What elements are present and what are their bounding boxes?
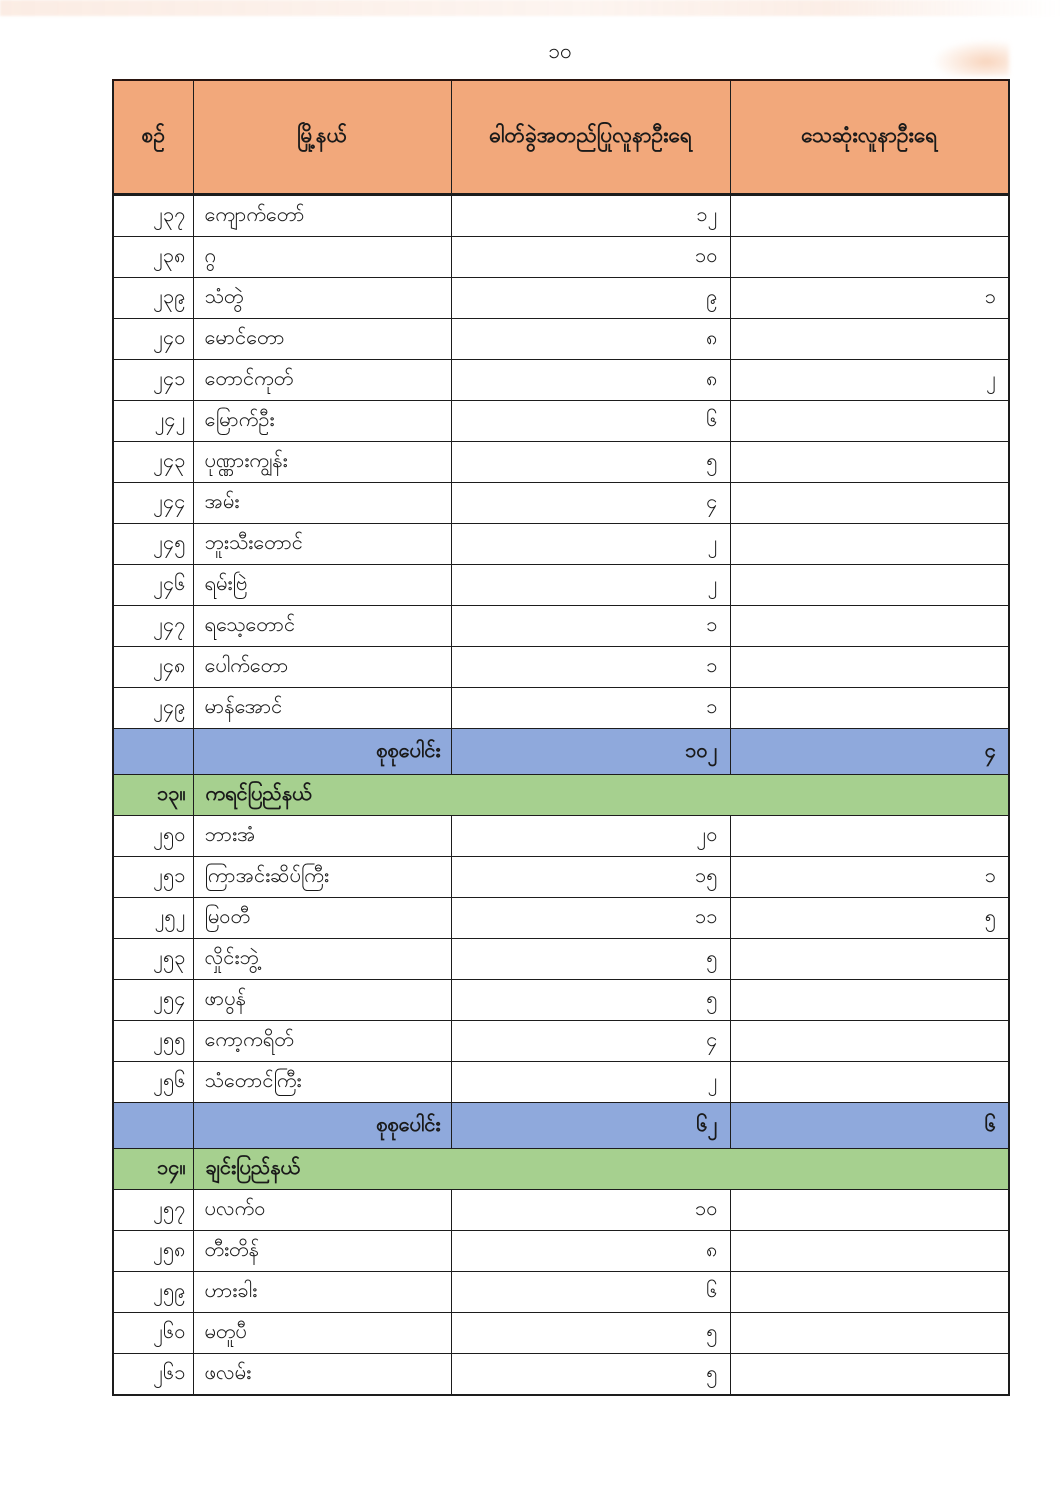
table-header (113, 80, 1009, 195)
township-name: ဂွ (193, 237, 451, 278)
serial-number: ၂၆၁ (113, 1354, 193, 1396)
confirmed-count: ၁၁ (451, 898, 730, 939)
death-count (730, 1272, 1009, 1313)
total-confirmed-count: ၁၀၂ (451, 729, 730, 775)
township-row (113, 442, 1009, 483)
township-name: မြောက်ဦး (193, 401, 451, 442)
confirmed-count: ၂ (451, 524, 730, 565)
state-section-row (113, 775, 1009, 816)
total-empty-cell (113, 729, 193, 775)
header-township-column: မြို့နယ် (193, 80, 451, 195)
township-row (113, 816, 1009, 857)
confirmed-count: ၁၀ (451, 1190, 730, 1231)
section-state-name: ချင်းပြည်နယ် (193, 1149, 1009, 1190)
confirmed-count: ၂ (451, 565, 730, 606)
death-count (730, 688, 1009, 729)
township-name: ကော့ကရိတ် (193, 1021, 451, 1062)
death-count (730, 524, 1009, 565)
township-row (113, 1190, 1009, 1231)
township-row (113, 319, 1009, 360)
header-serial-column: စဉ် (113, 80, 193, 195)
serial-number: ၂၅၁ (113, 857, 193, 898)
confirmed-count: ၈ (451, 1231, 730, 1272)
serial-number: ၂၃၉ (113, 278, 193, 319)
total-empty-cell (113, 1103, 193, 1149)
death-count (730, 565, 1009, 606)
township-row (113, 647, 1009, 688)
township-row (113, 483, 1009, 524)
confirmed-count: ၅ (451, 442, 730, 483)
serial-number: ၂၅၃ (113, 939, 193, 980)
township-row (113, 278, 1009, 319)
serial-number: ၂၄၆ (113, 565, 193, 606)
township-cases-table (112, 79, 1010, 1396)
confirmed-count: ၅ (451, 1313, 730, 1354)
serial-number: ၂၄၉ (113, 688, 193, 729)
confirmed-count: ၈ (451, 319, 730, 360)
confirmed-count: ၁၀ (451, 237, 730, 278)
death-count: ၁ (730, 857, 1009, 898)
death-count (730, 1354, 1009, 1396)
township-name: သံတောင်ကြီး (193, 1062, 451, 1103)
section-state-name: ကရင်ပြည်နယ် (193, 775, 1009, 816)
death-count: ၂ (730, 360, 1009, 401)
township-name: ရမ်းဗြဲ (193, 565, 451, 606)
total-label: စုစုပေါင်း (193, 729, 451, 775)
death-count (730, 1313, 1009, 1354)
confirmed-count: ၁၅ (451, 857, 730, 898)
serial-number: ၂၅၈ (113, 1231, 193, 1272)
confirmed-count: ၆ (451, 1272, 730, 1313)
township-row (113, 688, 1009, 729)
section-number: ၁၃။ (113, 775, 193, 816)
confirmed-count: ၉ (451, 278, 730, 319)
total-confirmed-count: ၆၂ (451, 1103, 730, 1149)
confirmed-count: ၅ (451, 980, 730, 1021)
total-label: စုစုပေါင်း (193, 1103, 451, 1149)
header-confirmed-column: ဓါတ်ခွဲအတည်ပြုလူနာဦးရေ (451, 80, 730, 195)
confirmed-count: ၈ (451, 360, 730, 401)
death-count: ၅ (730, 898, 1009, 939)
township-name: အမ်း (193, 483, 451, 524)
township-name: ပလက်ဝ (193, 1190, 451, 1231)
township-row (113, 980, 1009, 1021)
death-count (730, 816, 1009, 857)
confirmed-count: ၆ (451, 401, 730, 442)
township-row (113, 1231, 1009, 1272)
serial-number: ၂၄၀ (113, 319, 193, 360)
township-name: ကျောက်တော် (193, 195, 451, 237)
township-name: တောင်ကုတ် (193, 360, 451, 401)
township-name: တီးတိန် (193, 1231, 451, 1272)
township-name: လှိုင်းဘွဲ့ (193, 939, 451, 980)
death-count: ၁ (730, 278, 1009, 319)
serial-number: ၂၄၂ (113, 401, 193, 442)
township-name: ကြာအင်းဆိပ်ကြီး (193, 857, 451, 898)
death-count (730, 1231, 1009, 1272)
township-row (113, 1272, 1009, 1313)
township-row (113, 939, 1009, 980)
township-name: ဘူးသီးတောင် (193, 524, 451, 565)
header-row (113, 80, 1009, 195)
serial-number: ၂၅၆ (113, 1062, 193, 1103)
serial-number: ၂၅၄ (113, 980, 193, 1021)
serial-number: ၂၄၃ (113, 442, 193, 483)
township-row (113, 360, 1009, 401)
death-count (730, 647, 1009, 688)
township-row (113, 898, 1009, 939)
township-row (113, 1062, 1009, 1103)
confirmed-count: ၅ (451, 939, 730, 980)
township-row (113, 1021, 1009, 1062)
township-name: ဘားအံ (193, 816, 451, 857)
total-row (113, 729, 1009, 775)
total-row (113, 1103, 1009, 1149)
township-row (113, 1313, 1009, 1354)
total-death-count: ၆ (730, 1103, 1009, 1149)
township-name: သံတွဲ (193, 278, 451, 319)
death-count (730, 195, 1009, 237)
township-name: မာန်အောင် (193, 688, 451, 729)
township-name: ဖာပွန် (193, 980, 451, 1021)
township-row (113, 857, 1009, 898)
township-row (113, 606, 1009, 647)
death-count (730, 1062, 1009, 1103)
township-row (113, 195, 1009, 237)
confirmed-count: ၁ (451, 647, 730, 688)
serial-number: ၂၃၈ (113, 237, 193, 278)
serial-number: ၂၅၇ (113, 1190, 193, 1231)
serial-number: ၂၅၉ (113, 1272, 193, 1313)
death-count (730, 237, 1009, 278)
serial-number: ၂၅၅ (113, 1021, 193, 1062)
serial-number: ၂၅၂ (113, 898, 193, 939)
serial-number: ၂၆၀ (113, 1313, 193, 1354)
township-name: ပေါက်တော (193, 647, 451, 688)
serial-number: ၂၄၇ (113, 606, 193, 647)
township-name: ပုဏ္ဏားကျွန်း (193, 442, 451, 483)
confirmed-count: ၂ (451, 1062, 730, 1103)
death-count (730, 1021, 1009, 1062)
township-row (113, 565, 1009, 606)
page-number: ၁၀ (548, 39, 572, 63)
township-name: မြဝတီ (193, 898, 451, 939)
death-count (730, 319, 1009, 360)
serial-number: ၂၄၁ (113, 360, 193, 401)
scan-artifact-top-strip (0, 0, 1062, 16)
confirmed-count: ၄ (451, 1021, 730, 1062)
confirmed-count: ၂၀ (451, 816, 730, 857)
township-row (113, 1354, 1009, 1396)
confirmed-count: ၅ (451, 1354, 730, 1396)
death-count (730, 1190, 1009, 1231)
confirmed-count: ၁ (451, 606, 730, 647)
serial-number: ၂၅၀ (113, 816, 193, 857)
header-deaths-column: သေဆုံးလူနာဦးရေ (730, 80, 1009, 195)
state-section-row (113, 1149, 1009, 1190)
confirmed-count: ၁၂ (451, 195, 730, 237)
township-row (113, 401, 1009, 442)
serial-number: ၂၄၈ (113, 647, 193, 688)
death-count (730, 939, 1009, 980)
death-count (730, 483, 1009, 524)
table-body (113, 195, 1009, 1396)
death-count (730, 401, 1009, 442)
township-row (113, 524, 1009, 565)
death-count (730, 980, 1009, 1021)
confirmed-count: ၄ (451, 483, 730, 524)
serial-number: ၂၄၄ (113, 483, 193, 524)
confirmed-count: ၁ (451, 688, 730, 729)
death-count (730, 606, 1009, 647)
township-name: မောင်တော (193, 319, 451, 360)
death-count (730, 442, 1009, 483)
township-name: မတူပီ (193, 1313, 451, 1354)
township-name: ဟားခါး (193, 1272, 451, 1313)
township-name: ဖလမ်း (193, 1354, 451, 1396)
township-name: ရသေ့တောင် (193, 606, 451, 647)
total-death-count: ၄ (730, 729, 1009, 775)
serial-number: ၂၄၅ (113, 524, 193, 565)
township-row (113, 237, 1009, 278)
serial-number: ၂၃၇ (113, 195, 193, 237)
section-number: ၁၄။ (113, 1149, 193, 1190)
